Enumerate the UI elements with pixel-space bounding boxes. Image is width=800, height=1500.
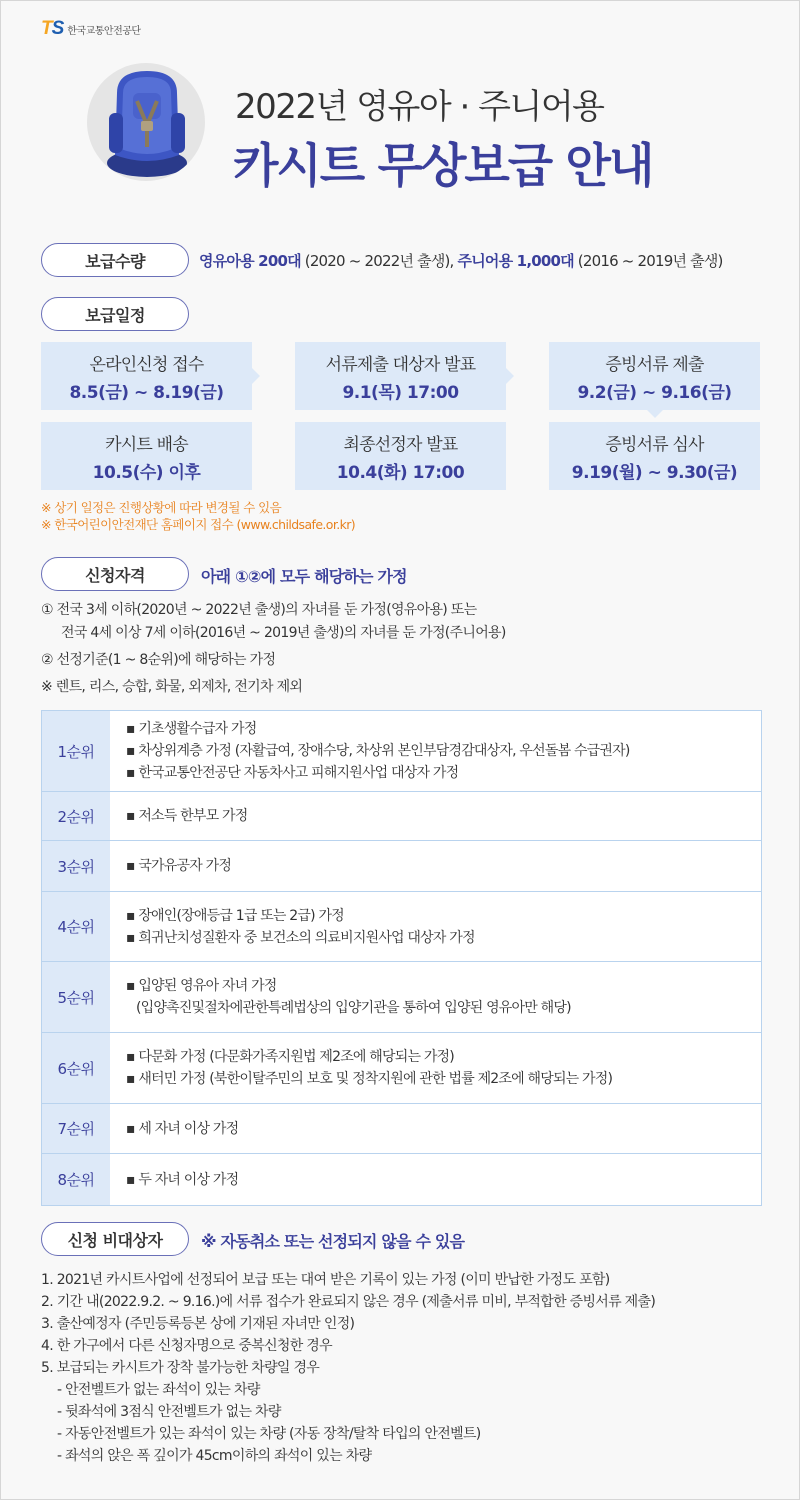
logo-mark: TS bbox=[41, 18, 64, 39]
criteria-cell bbox=[110, 1104, 761, 1153]
supply-junior: 주니어용 1,000대 bbox=[457, 252, 574, 270]
schedule-step bbox=[295, 342, 506, 410]
ineligible-item: 3. 출산예정자 (주민등록등본 상에 기재된 자녀만 인정) bbox=[41, 1316, 355, 1332]
car-seat-icon bbox=[87, 63, 205, 181]
schedule-pill: 보급일정 bbox=[41, 297, 189, 331]
supply-pill: 보급수량 bbox=[41, 243, 189, 277]
ineligible-item: 5. 보급되는 카시트가 장착 불가능한 차량일 경우 bbox=[41, 1360, 320, 1376]
ineligible-item: 1. 2021년 카시트사업에 선정되어 보급 또는 대여 받은 기록이 있는 가정 (이미 반납한 가정도 포함) bbox=[41, 1272, 610, 1288]
rank-cell: 2순위 bbox=[42, 792, 110, 840]
schedule-step-date: 10.5(수) 이후 bbox=[92, 462, 201, 483]
ineligible-item: 2. 기간 내(2022.9.2. ~ 9.16.)에 서류 접수가 완료되지 않은 경우 (제출서류 미비, 부적합한 증빙서류 제출) bbox=[41, 1294, 656, 1310]
criteria-cell bbox=[110, 841, 761, 891]
criteria-item: ▪ 입양된 영유아 자녀 가정 bbox=[126, 978, 277, 994]
table-row bbox=[42, 711, 761, 792]
table-row bbox=[42, 792, 761, 841]
rank-cell: 8순위 bbox=[42, 1154, 110, 1205]
schedule-step-date: 8.5(금) ~ 8.19(금) bbox=[69, 382, 224, 403]
eligibility-line: 전국 4세 이상 7세 이하(2016년 ~ 2019년 출생)의 자녀를 둔 가정(주니어용) bbox=[61, 625, 506, 641]
ineligible-headline: ※ 자동취소 또는 선정되지 않을 수 있음 bbox=[201, 1232, 465, 1251]
schedule-step-date: 9.1(목) 17:00 bbox=[342, 382, 459, 403]
rank-cell: 5순위 bbox=[42, 962, 110, 1032]
criteria-item: ▪ 장애인(장애등급 1급 또는 2급) 가정 bbox=[126, 907, 344, 924]
criteria-item: ▪ 희귀난치성질환자 중 보건소의 의료비지원사업 대상자 가정 bbox=[126, 929, 475, 946]
arrow-right-icon bbox=[252, 368, 260, 384]
criteria-item: ▪ 저소득 한부모 가정 bbox=[126, 808, 248, 824]
ineligible-pill: 신청 비대상자 bbox=[41, 1222, 189, 1256]
rank-cell: 6순위 bbox=[42, 1033, 110, 1103]
rank-cell: 1순위 bbox=[42, 711, 110, 791]
org-logo bbox=[41, 18, 141, 40]
schedule-step-label: 증빙서류 심사 bbox=[605, 434, 704, 455]
schedule-note: ※ 상기 일정은 진행상황에 따라 변경될 수 있음 bbox=[41, 500, 282, 515]
schedule-step bbox=[41, 422, 252, 490]
eligibility-headline: 아래 ①②에 모두 해당하는 가정 bbox=[201, 567, 407, 586]
rank-cell: 3순위 bbox=[42, 841, 110, 891]
schedule-step-label: 최종선정자 발표 bbox=[343, 434, 458, 455]
eligibility-line: ① 전국 3세 이하(2020년 ~ 2022년 출생)의 자녀를 둔 가정(영유아용) 또는 bbox=[41, 602, 477, 618]
ineligible-subitem: - 좌석의 앉은 폭 깊이가 45cm이하의 좌석이 있는 차량 bbox=[57, 1448, 372, 1464]
ineligible-subitem: - 뒷좌석에 3점식 안전벨트가 없는 차량 bbox=[57, 1404, 281, 1420]
criteria-item: ▪ 한국교통안전공단 자동차사고 피해지원사업 대상자 가정 bbox=[126, 765, 459, 781]
rank-cell: 4순위 bbox=[42, 892, 110, 961]
eligibility-line: ※ 렌트, 리스, 승합, 화물, 외제차, 전기차 제외 bbox=[41, 679, 303, 695]
eligibility-line: ② 선정기준(1 ~ 8순위)에 해당하는 가정 bbox=[41, 652, 276, 668]
schedule-step-label: 서류제출 대상자 발표 bbox=[325, 354, 476, 375]
criteria-item: ▪ 새터민 가정 (북한이탈주민의 보호 및 정착지원에 관한 법률 제2조에 해당되는 가정) bbox=[126, 1071, 613, 1087]
schedule-step-date: 9.19(월) ~ 9.30(금) bbox=[571, 462, 738, 483]
table-row bbox=[42, 962, 761, 1033]
schedule-step-label: 증빙서류 제출 bbox=[605, 354, 704, 375]
criteria-item: ▪ 국가유공자 가정 bbox=[126, 858, 232, 874]
schedule-step-label: 온라인신청 접수 bbox=[89, 354, 204, 375]
supply-detail bbox=[199, 250, 723, 271]
criteria-item: ▪ 다문화 가정 (다문화가족지원법 제2조에 해당되는 가정) bbox=[126, 1049, 454, 1065]
criteria-cell bbox=[110, 1154, 761, 1205]
ineligible-item: 4. 한 가구에서 다른 신청자명으로 중복신청한 경우 bbox=[41, 1338, 332, 1354]
criteria-item: ▪ 차상위계층 가정 (자활급여, 장애수당, 차상위 본인부담경감대상자, 우선돌봄 수급권자) bbox=[126, 743, 630, 759]
criteria-cell bbox=[110, 792, 761, 840]
schedule-step-label: 카시트 배송 bbox=[105, 434, 188, 455]
schedule-step bbox=[41, 342, 252, 410]
table-row bbox=[42, 841, 761, 892]
rank-cell: 7순위 bbox=[42, 1104, 110, 1153]
table-row bbox=[42, 1104, 761, 1154]
schedule-step bbox=[549, 422, 760, 490]
page-title: 카시트 무상보급 안내 bbox=[233, 139, 653, 194]
title-year-line: 2022년 영유아 · 주니어용 bbox=[235, 87, 604, 127]
schedule-step bbox=[295, 422, 506, 490]
table-row bbox=[42, 1154, 761, 1205]
schedule-step-date: 9.2(금) ~ 9.16(금) bbox=[577, 382, 732, 403]
priority-table bbox=[41, 710, 762, 1206]
schedule-note: ※ 한국어린이안전재단 홈페이지 접수 (www.childsafe.or.kr) bbox=[41, 517, 356, 532]
arrow-down-icon bbox=[647, 410, 663, 418]
table-row bbox=[42, 892, 761, 962]
eligibility-pill: 신청자격 bbox=[41, 557, 189, 591]
criteria-cell bbox=[110, 711, 761, 791]
criteria-cell bbox=[110, 892, 761, 961]
criteria-item: ▪ 두 자녀 이상 가정 bbox=[126, 1171, 239, 1188]
schedule-step bbox=[549, 342, 760, 410]
criteria-item: ▪ 기초생활수급자 가정 bbox=[126, 721, 257, 737]
ineligible-subitem: - 자동안전벨트가 있는 좌석이 있는 차량 (자동 장착/탈착 타입의 안전벨트) bbox=[57, 1426, 481, 1442]
supply-infant: 영유아용 200대 bbox=[199, 252, 301, 270]
arrow-right-icon bbox=[506, 368, 514, 384]
org-name: 한국교통안전공단 bbox=[67, 25, 141, 37]
ineligible-subitem: - 안전벨트가 없는 좌석이 있는 차량 bbox=[57, 1382, 260, 1398]
criteria-cell bbox=[110, 1033, 761, 1103]
criteria-cell bbox=[110, 962, 761, 1032]
table-row bbox=[42, 1033, 761, 1104]
criteria-item: (입양촉진및절차에관한특례법상의 입양기관을 통하여 입양된 영유아만 해당) bbox=[136, 1000, 571, 1016]
supply-junior-years: (2016 ~ 2019년 출생) bbox=[573, 252, 723, 270]
schedule-step-date: 10.4(화) 17:00 bbox=[336, 462, 465, 483]
supply-infant-years: (2020 ~ 2022년 출생), bbox=[300, 252, 458, 270]
criteria-item: ▪ 세 자녀 이상 가정 bbox=[126, 1120, 239, 1137]
